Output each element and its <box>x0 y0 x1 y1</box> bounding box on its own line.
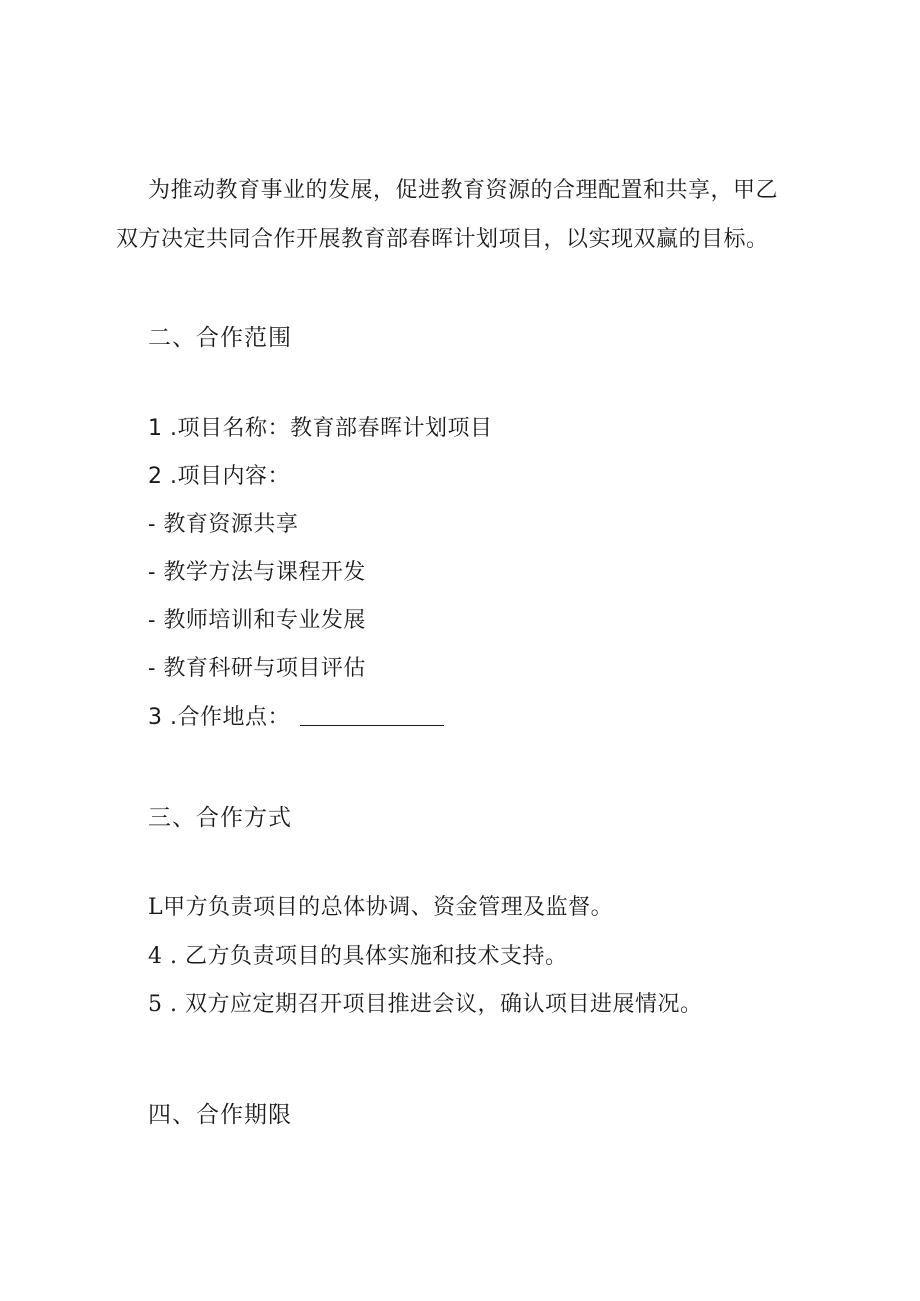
list-item: - 教育资源共享 <box>148 512 299 537</box>
location-blank-field[interactable] <box>300 703 444 726</box>
list-item: 5 . 双方应定期召开项目推进会议，确认项目进展情况。 <box>148 992 703 1017</box>
item-label: 项目名称： <box>177 416 290 441</box>
intro-line-2: 双方决定共同合作开展教育部春晖计划项目，以实现双赢的目标。 <box>116 227 769 252</box>
section-heading-scope: 二、合作范围 <box>148 325 292 351</box>
item-value: 教育部春晖计划项目 <box>290 416 493 441</box>
list-item: 4 . 乙方负责项目的具体实施和技术支持。 <box>148 944 568 969</box>
list-item: - 教学方法与课程开发 <box>148 560 366 585</box>
item-number: 3 . <box>148 705 178 730</box>
list-item: L甲方负责项目的总体协调、资金管理及监督。 <box>148 895 614 920</box>
item-project-name <box>148 414 493 444</box>
item-location <box>148 703 444 733</box>
intro-line-1: 为推动教育事业的发展，促进教育资源的合理配置和共享，甲乙 <box>148 178 779 203</box>
list-item: - 教育科研与项目评估 <box>148 656 366 681</box>
list-item: - 教师培训和专业发展 <box>148 608 366 633</box>
item-label: 项目内容： <box>177 464 290 489</box>
item-project-content <box>148 462 290 492</box>
item-label: 合作地点： <box>177 705 290 730</box>
section-heading-term: 四、合作期限 <box>148 1102 292 1128</box>
item-number: 1 . <box>148 416 178 441</box>
section-heading-method: 三、合作方式 <box>148 805 292 831</box>
item-number: 2 . <box>148 464 178 489</box>
